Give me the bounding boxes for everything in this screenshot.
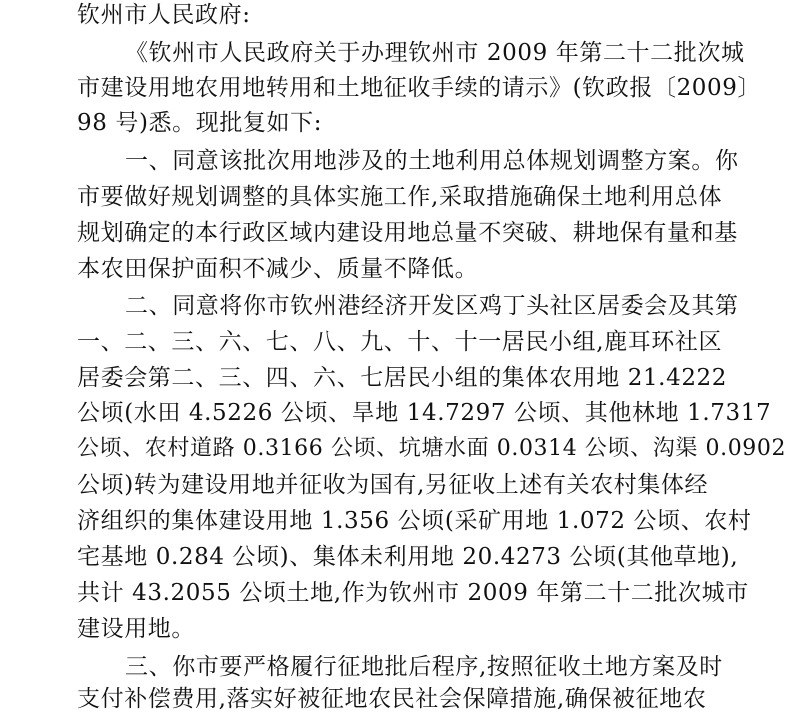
item-2-line-1: 二、同意将你市钦州港经济开发区鸡丁头社区居委会及其第 [125, 293, 739, 319]
item-2-line-9: 共计 43.2055 公顷土地,作为钦州市 2009 年第二十二批次城市 [77, 580, 749, 606]
intro-line-2: 市建设用地农用地转用和土地征收手续的请示》(钦政报〔2009〕 [77, 75, 762, 101]
item-2-line-10: 建设用地。 [77, 616, 195, 642]
item-1-line-1: 一、同意该批次用地涉及的土地利用总体规划调整方案。你 [125, 148, 739, 174]
item-2-line-4: 公顷(水田 4.5226 公顷、旱地 14.7297 公顷、其他林地 1.7317 [77, 400, 772, 426]
item-2-line-2: 一、二、三、六、七、八、九、十、十一居民小组,鹿耳环社区 [77, 329, 723, 355]
item-2-line-3: 居委会第二、三、四、六、七居民小组的集体农用地 21.4222 [77, 365, 728, 391]
intro-line-1: 《钦州市人民政府关于办理钦州市 2009 年第二十二批次城 [125, 40, 745, 66]
intro-line-3: 98 号)悉。现批复如下: [77, 110, 323, 136]
item-1-line-2: 市要做好规划调整的具体实施工作,采取措施确保土地利用总体 [77, 184, 723, 210]
item-2-line-7: 济组织的集体建设用地 1.356 公顷(采矿用地 1.072 公顷、农村 [77, 508, 752, 534]
addressee: 钦州市人民政府: [77, 2, 251, 28]
item-1-line-3: 规划确定的本行政区域内建设用地总量不突破、耕地保有量和基 [77, 220, 738, 246]
item-2-line-8: 宅基地 0.284 公顷)、集体未利用地 20.4273 公顷(其他草地), [77, 544, 739, 570]
item-1-line-4: 本农田保护面积不减少、质量不降低。 [77, 256, 479, 282]
item-2-line-6: 公顷)转为建设用地并征收为国有,另征收上述有关农村集体经 [77, 472, 709, 498]
item-3-line-2: 支付补偿费用,落实好被征地农民社会保障措施,确保被征地农 [77, 686, 707, 712]
item-3-line-1: 三、你市要严格履行征地批后程序,按照征收土地方案及时 [125, 654, 723, 680]
item-2-line-5: 公顷、农村道路 0.3166 公顷、坑塘水面 0.0314 公顷、沟渠 0.0902 [77, 436, 787, 461]
